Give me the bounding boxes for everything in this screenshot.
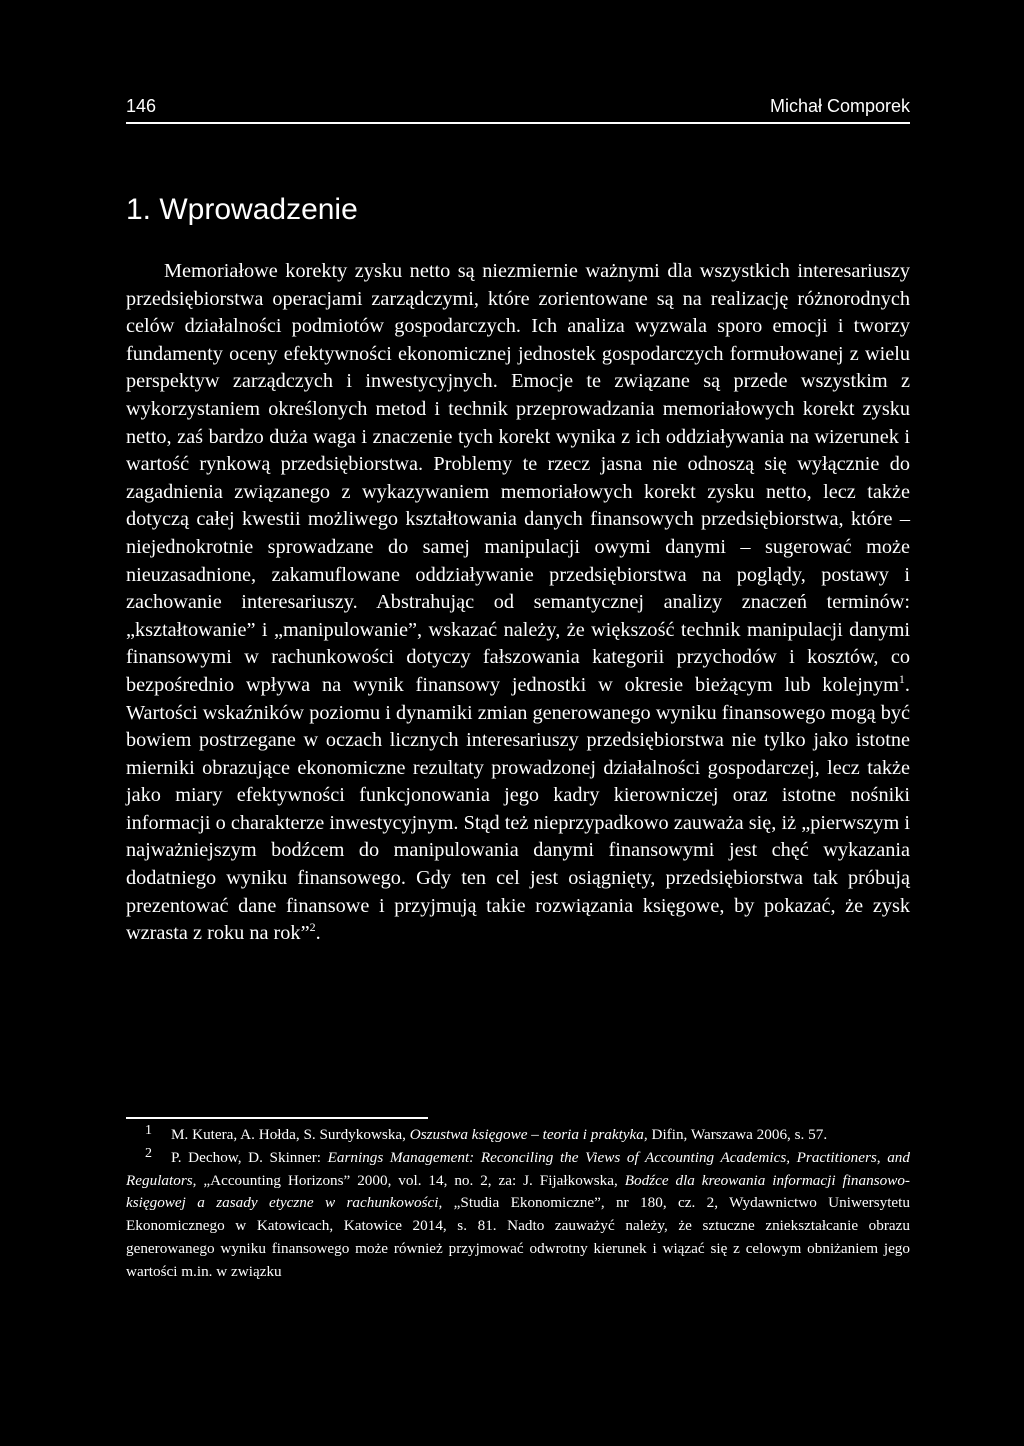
footnote-middle: , „Accounting Horizons” 2000, vol. 14, no. 2, za: J. Fijałkowska, [192,1171,625,1189]
footnote-number: 2 [145,1145,152,1161]
footnote-2 [126,1147,910,1284]
footnote-title: Oszustwa księgowe – teoria i praktyka [409,1126,644,1143]
body-text-part-1: Memoriałowe korekty zysku netto są niezmiernie ważnymi dla wszystkich interesariuszy przedsiębiorstwa operacjami zarządczymi, które zorientowane są na realizację różnorodnych celów działalności podmiotów gospodarczych. Ich analiza wyzwala sporo emocji i tworzy fundamenty oceny efektywności ekonomicznej jednostek gospodarczych formułowanej z wielu perspektyw zarządczych i inwestycyjnych. Emocje te związane są przede wszystkim z wykorzystaniem określonych metod i technik przeprowadzania memoriałowych korekt zysku netto, zaś bardzo duża waga i znaczenie tych korekt wynika z ich oddziaływania na wizerunek i wartość rynkową przedsiębiorstwa. Problemy te rzecz jasna nie odnoszą się wyłącznie do zagadnienia związanego z wykazywaniem memoriałowych korekt zysku netto, lecz także dotyczą całej kwestii możliwego kształtowania danych finansowych przedsiębiorstwa, które – niejednokrotnie sprowadzane do samej manipulacji owymi danymi – sugerować może nieuzasadnione, zakamuflowane oddziaływanie przedsiębiorstwa na poglądy, postawy i zachowanie interesariuszy. Abstrahując od semantycznej analizy znaczeń terminów: „kształtowanie” i „manipulowanie”, wskazać należy, że większość technik manipulacji danymi finansowymi w rachunkowości dotyczy fałszowania kategorii przychodów i kosztów, co bezpośrednio wpływa na wynik finansowy jednostki w okresie bieżącym lub kolejnym [126,260,910,696]
section-title: 1. Wprowadzenie [126,193,358,226]
body-paragraph [126,258,910,948]
footnote-title-2: Bodźce dla kreowania informacji finansowo-księgowej a zasady etyczne w rachunkowości [126,1171,910,1212]
footnote-ref-2: 2 [309,920,316,935]
running-header-author: Michał Comporek [769,96,910,116]
running-header [126,96,910,124]
footnote-number: 1 [145,1123,152,1138]
footnote-ref-1: 1 [898,672,905,687]
body-text [126,258,910,948]
body-text-part-2: . Wartości wskaźników poziomu i dynamiki zmian generowanego wyniku finansowego mogą być bowiem postrzegane w oczach licznych interesariuszy przedsiębiorstwa nie tylko jako istotne mierniki obrazujące ekonomiczne rezultaty prowadzonej działalności gospodarczej, lecz także jako miary efektywności funkcjonowania jego kadry kierowniczej oraz istotne nośniki informacji o charakterze inwestycyjnym. Stąd też nieprzypadkowo zauważa się, iż „pierwszym i najważniejszym bodźcem do manipulowania danymi finansowymi jest chęć wykazania dodatniego wyniku finansowego. Gdy ten cel jest osiągnięty, przedsiębiorstwa tak próbują prezentować dane finansowe i przyjmują takie rozwiązania księgowe, by pokazać, że zysk wzrasta z roku na rok” [126,673,910,945]
footnote-title: Earnings Management: Reconciling the Views of Accounting Academics, Practitioners, and Regulators [126,1148,910,1189]
footnote-separator [126,1117,428,1119]
footnotes [126,1124,910,1284]
page-number: 146 [126,96,157,116]
footnote-rest: , Difin, Warszawa 2006, s. 57. [643,1126,828,1143]
footnote-authors: M. Kutera, A. Hołda, S. Surdykowska, [171,1126,410,1143]
footnote-1 [126,1124,910,1147]
body-text-part-3: . [315,922,321,945]
footnote-authors: P. Dechow, D. Skinner: [171,1148,328,1166]
footnote-rest: , „Studia Ekonomiczne”, nr 180, cz. 2, Wydawnictwo Uniwersytetu Ekonomicznego w Katowicach, Katowice 2014, s. 81. Nadto zauważyć należy, że sztuczne zniekształcanie obrazu generowanego wyniku finansowego może również przyjmować odwrotny kierunek i wiązać się z celowym obniżaniem jego wartości m.in. w związku [126,1194,910,1280]
